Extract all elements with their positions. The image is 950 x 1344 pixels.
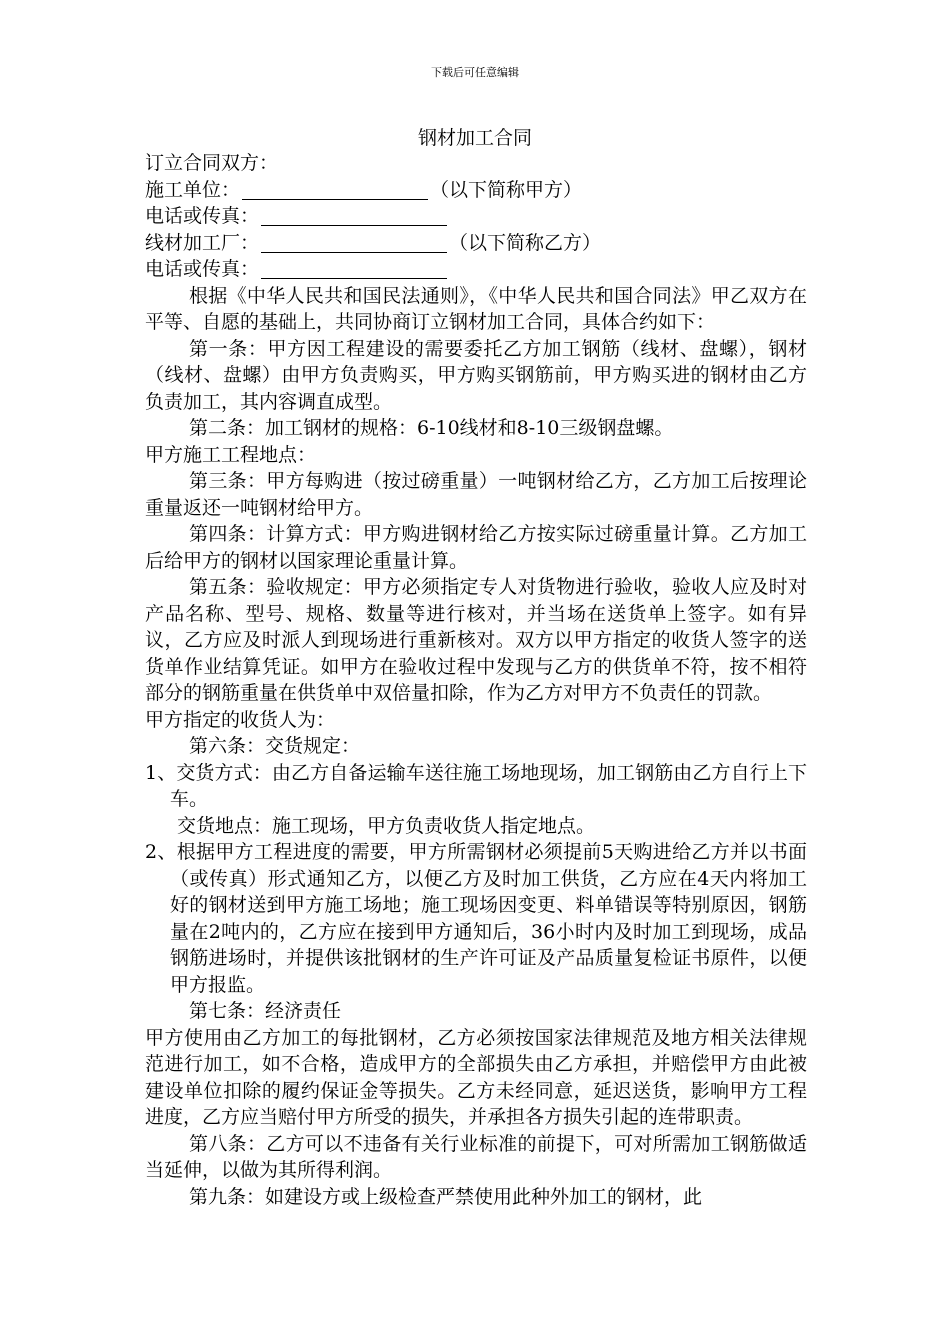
article-7-body: 甲方使用由乙方加工的每批钢材，乙方必须按国家法律规范及地方相关法律规范进行加工，如不合格，造成甲方的全部损失由乙方承担，并赔偿甲方由此被建设单位扣除的履约保证金等损失。乙方未经同意，延迟送货，影响甲方工程进度，乙方应当赔付甲方所受的损失，并承担各方损失引起的连带职责。 [145, 1026, 807, 1128]
article-9: 第九条：如建设方或上级检查严禁使用此种外加工的钢材，此 [189, 1185, 703, 1208]
receiver-line: 甲方指定的收货人为： [145, 708, 336, 731]
party-a-phone-label: 电话或传真： [145, 205, 260, 227]
party-a-suffix: （以下简称甲方） [430, 178, 583, 201]
document-title: 钢材加工合同 [417, 127, 532, 149]
party-a-line [145, 177, 807, 204]
article-6-item-1: 1、交货方式：由乙方自备运输车送往施工场地现场，加工钢筋由乙方自行上下车。 [145, 761, 807, 810]
article-4: 第四条：计算方式：甲方购进钢材给乙方按实际过磅重量计算。乙方加工后给甲方的钢材以国家理论重量计算。 [145, 523, 807, 572]
article-8: 第八条：乙方可以不违备有关行业标准的前提下，可对所需加工钢筋做适当延伸，以做为其所得利润。 [145, 1132, 807, 1181]
article-5: 第五条：验收规定：甲方必须指定专人对货物进行验收，验收人应及时对产品名称、型号、规格、数量等进行核对，并当场在送货单上签字。如有异议，乙方应及时派人到现场进行重新核对。双方以甲方指定的收货人签字的送货单作业结算凭证。如甲方在验收过程中发现与乙方的供货单不符，按不相符部分的钢筋重量在供货单中双倍量扣除，作为乙方对甲方不负责任的罚款。 [145, 576, 807, 704]
party-b-phone-blank [261, 258, 447, 279]
party-a-phone-blank [261, 205, 447, 226]
party-b-phone-line [145, 256, 807, 283]
construction-site-line: 甲方施工工程地点： [145, 443, 317, 466]
article-3: 第三条：甲方每购进（按过磅重量）一吨钢材给乙方，乙方加工后按理论重量返还一吨钢材给甲方。 [145, 470, 807, 519]
article-6: 第六条：交货规定： [189, 735, 361, 757]
article-7: 第七条：经济责任 [189, 1000, 342, 1022]
article-6-item-2: 2、根据甲方工程进度的需要，甲方所需钢材必须提前5天购进给乙方并以书面（或传真）形式通知乙方，以便乙方及时加工供货，乙方应在4天内将加工好的钢材送到甲方施工场地；施工现场因变更、料单错误等特别原因，钢筋量在2吨内的，乙方应在接到甲方通知后，36小时内及时加工到现场，成品钢筋进场时，并提供该批钢材的生产许可证及产品质量复检证书原件，以便甲方报监。 [145, 841, 807, 996]
party-a-blank [242, 179, 428, 200]
article-2: 第二条：加工钢材的规格：6-10线材和8-10三级钢盘螺。 [189, 417, 674, 439]
article-6-delivery-place: 交货地点：施工现场，甲方负责收货人指定地点。 [177, 814, 596, 837]
page-header: 下载后可任意编辑 [431, 66, 519, 79]
party-b-phone-label: 电话或传真： [145, 258, 260, 280]
party-a-phone-line [145, 203, 807, 230]
party-a-label: 施工单位： [145, 178, 241, 201]
party-b-suffix: （以下简称乙方） [449, 231, 602, 254]
party-b-label: 线材加工厂： [145, 231, 260, 254]
article-1: 第一条：甲方因工程建设的需要委托乙方加工钢筋（线材、盘螺），钢材（线材、盘螺）由甲方负责购买，甲方购买钢筋前，甲方购买进的钢材由乙方负责加工，其内容调直成型。 [145, 337, 807, 413]
party-b-line [145, 230, 807, 257]
parties-intro: 订立合同双方： [145, 152, 279, 174]
preamble-paragraph: 根据《中华人民共和国民法通则》，《中华人民共和国合同法》甲乙双方在平等、自愿的基础上，共同协商订立钢材加工合同，具体合约如下： [145, 284, 807, 333]
document-body [145, 150, 807, 1210]
party-b-blank [261, 232, 447, 253]
